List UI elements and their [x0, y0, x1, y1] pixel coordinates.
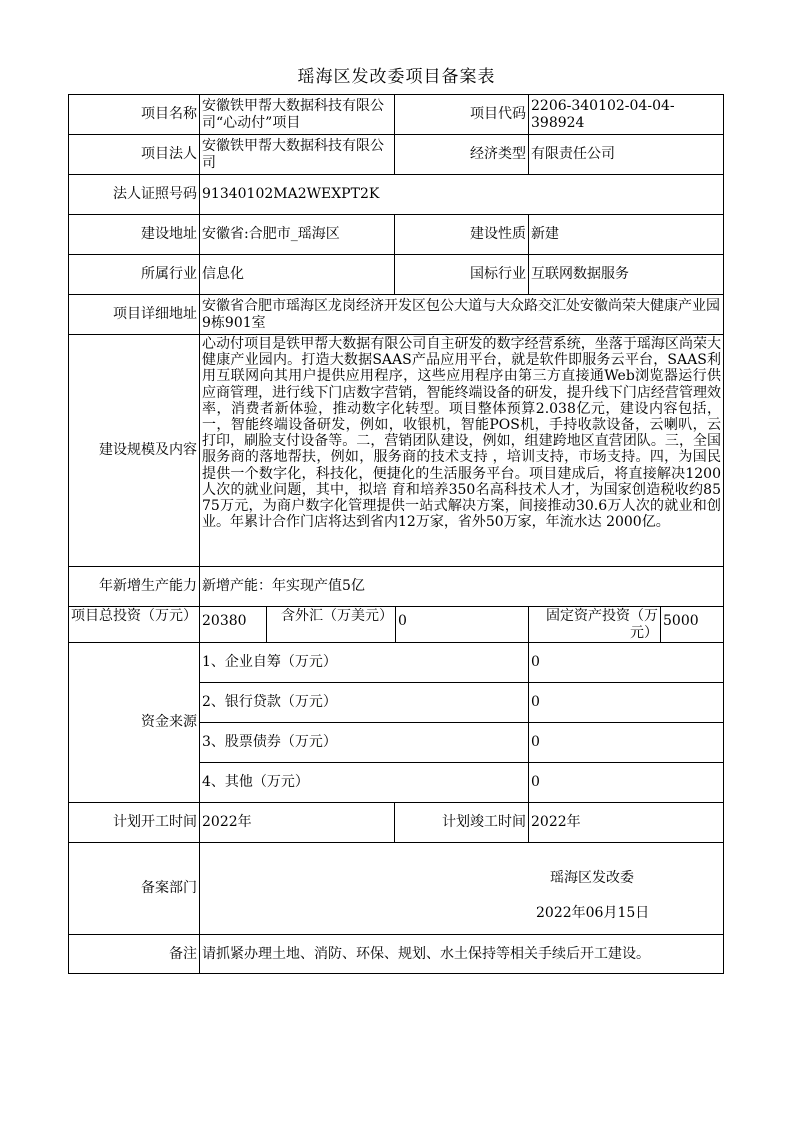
fund-item-label: 4、其他（万元） — [199, 762, 529, 803]
label-project-name: 项目名称 — [68, 94, 200, 135]
label-foreign-exchange: 含外汇（万美元） — [266, 606, 396, 643]
filing-date: 2022年06月15日 — [536, 905, 650, 921]
fund-item-value: 0 — [528, 682, 724, 723]
value-remarks: 请抓紧办理土地、消防、环保、规划、水土保持等相关手续后开工建设。 — [199, 934, 724, 974]
value-annual-capacity: 新增产能：年实现产值5亿 — [199, 566, 724, 607]
label-economic-type: 经济类型 — [394, 134, 529, 175]
label-detailed-address: 项目详细地址 — [68, 294, 200, 335]
value-fixed-investment: 5000 — [660, 606, 724, 643]
filing-dept-cell — [199, 842, 724, 935]
label-end-time: 计划竣工时间 — [394, 802, 529, 843]
value-total-investment: 20380 — [199, 606, 267, 643]
label-national-industry: 国标行业 — [394, 254, 529, 295]
fund-item-value: 0 — [528, 642, 724, 683]
label-start-time: 计划开工时间 — [68, 802, 200, 843]
fund-item-value: 0 — [528, 762, 724, 803]
label-filing-dept: 备案部门 — [68, 842, 200, 935]
label-scale-content: 建设规模及内容 — [68, 334, 200, 567]
label-fund-source: 资金来源 — [68, 642, 200, 803]
value-start-time: 2022年 — [199, 802, 395, 843]
value-scale-content: 心动付项目是铁甲帮大数据有限公司自主研发的数字经营系统，坐落于瑶海区尚荣大健康产业园内。打造大数据SAAS产品应用平台，就是软件即服务云平台，SAAS利用互联网向其用户提供应用程序，这些应用程序由第三方直接通Web浏览器运行供应商管理，进行线下门店数字营销，智能终端设备的研发，提升线下门店经营管理效率，消费者新体验，推动数字化转型。项目整体预算2.038亿元，建设内容包括，一，智能终端设备研发，例如，收银机，智能POS机，手持收款设备，云喇叭，云打印，刷脸支付设备等。二，营销团队建设，例如，组建跨地区直营团队。三，全国服务商的落地帮扶，例如，服务商的技术支持 ，培训支持，市场支持。四，为国民提供一个数字化，科技化，便捷化的生活服务平台。项目建成后，将直接解决1200人次的就业问题，其中，拟培 育和培养350名高科技术人才，为国家创造税收约8575万元，为商户数字化管理提供一站式解决方案，间接推动30.6万人次的就业和创业。年累计合作门店将达到省内12万家，省外50万家，年流水达 2000亿。 — [199, 334, 724, 567]
value-foreign-exchange: 0 — [395, 606, 529, 643]
label-remarks: 备注 — [68, 934, 200, 974]
label-annual-capacity: 年新增生产能力 — [68, 566, 200, 607]
value-economic-type: 有限责任公司 — [528, 134, 724, 175]
value-project-code: 2206-340102-04-04-398924 — [528, 94, 724, 135]
label-industry: 所属行业 — [68, 254, 200, 295]
fund-item-label: 3、股票债券（万元） — [199, 722, 529, 763]
label-location: 建设地址 — [68, 214, 200, 255]
value-license-no: 91340102MA2WEXPT2K — [199, 174, 724, 215]
label-total-investment: 项目总投资（万元） — [68, 606, 200, 643]
page-title: 瑶海区发改委项目备案表 — [297, 67, 496, 87]
value-nature: 新建 — [528, 214, 724, 255]
label-fixed-investment: 固定资产投资（万元） — [528, 606, 661, 643]
label-nature: 建设性质 — [394, 214, 529, 255]
filing-dept-name: 瑶海区发改委 — [550, 870, 634, 886]
label-project-code: 项目代码 — [394, 94, 529, 135]
value-industry: 信息化 — [199, 254, 395, 295]
label-legal-person: 项目法人 — [68, 134, 200, 175]
value-legal-person: 安徽铁甲帮大数据科技有限公司 — [199, 134, 395, 175]
fund-item-label: 2、银行贷款（万元） — [199, 682, 529, 723]
label-license-no: 法人证照号码 — [68, 174, 200, 215]
value-national-industry: 互联网数据服务 — [528, 254, 724, 295]
value-detailed-address: 安徽省合肥市瑶海区龙岗经济开发区包公大道与大众路交汇处安徽尚荣大健康产业园9栋901室 — [199, 294, 724, 335]
filing-table — [68, 94, 724, 974]
fund-item-value: 0 — [528, 722, 724, 763]
value-project-name: 安徽铁甲帮大数据科技有限公司“心动付”项目 — [199, 94, 395, 135]
value-end-time: 2022年 — [528, 802, 724, 843]
value-location: 安徽省:合肥市_瑶海区 — [199, 214, 395, 255]
fund-item-label: 1、企业自筹（万元） — [199, 642, 529, 683]
